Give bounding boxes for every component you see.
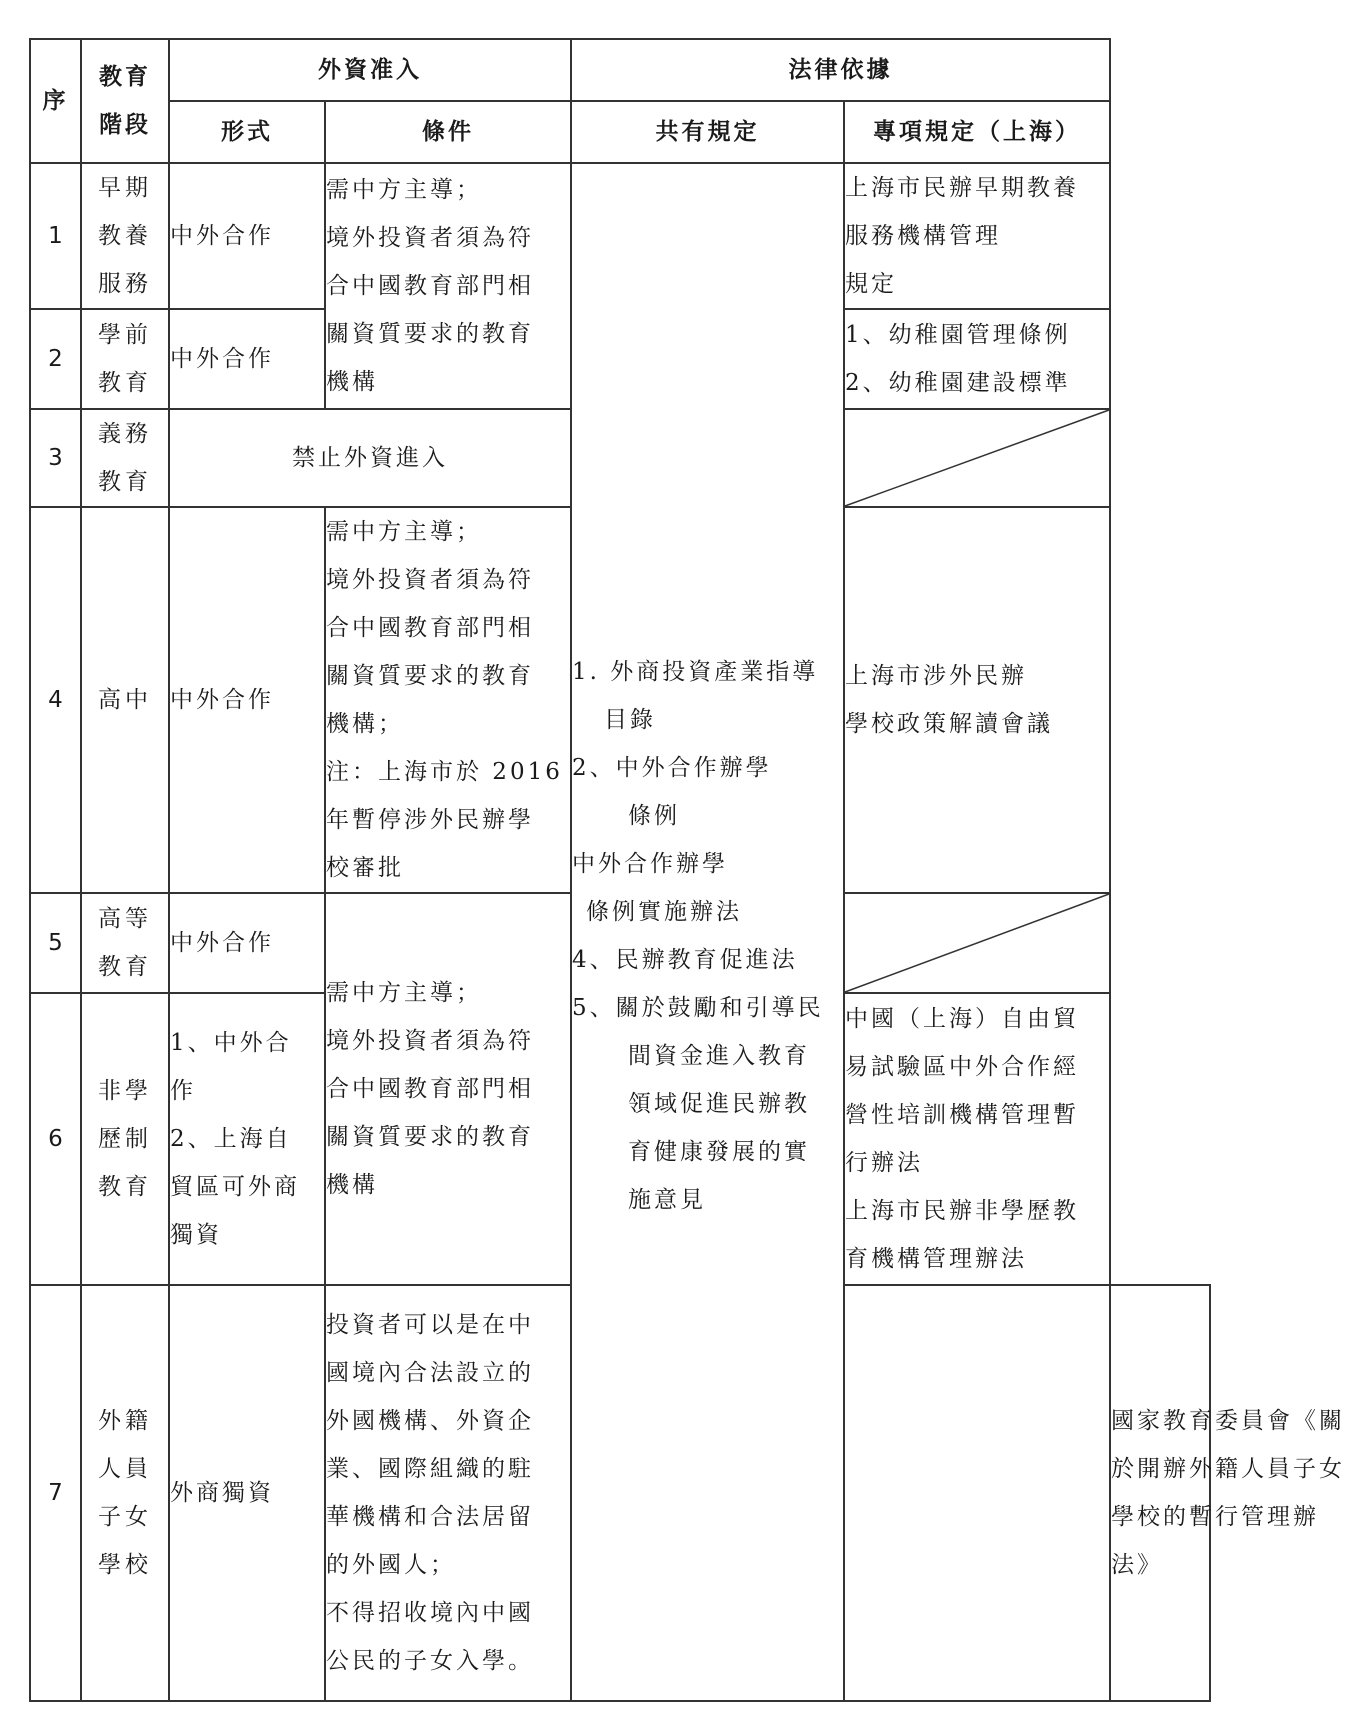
row-number: 6 xyxy=(30,993,81,1285)
row-conditions: 需中方主導； 境外投資者須為符 合中國教育部門相 關資質要求的教育 機構； 注：上海市於 2016 年暫停涉外民辦學 校審批 xyxy=(325,507,571,893)
row-stage: 早期 教養 服務 xyxy=(81,163,169,309)
row-conditions: 投資者可以是在中 國境內合法設立的 外國機構、外資企 業、國際組織的駐 華機構和合法居留 的外國人； 不得招收境內中國 公民的子女入學。 xyxy=(325,1285,571,1701)
diagonal-slash xyxy=(845,894,1109,992)
row-stage: 高中 xyxy=(81,507,169,893)
row-number: 1 xyxy=(30,163,81,309)
common-rules-cell: 1. 外商投資產業指導 目錄 2、中外合作辦學 條例 中外合作辦學 條例實施辦法 4、民辦教育促進法 5、關於鼓勵和引導民 間資金進入教育 領域促進民辦教 育健康發展的實 施意見 xyxy=(571,163,844,1701)
empty-slashed-cell xyxy=(844,409,1110,507)
education-foreign-access-table xyxy=(29,38,1345,1702)
row-number: 5 xyxy=(30,893,81,993)
row-special-rules: 上海市涉外民辦 學校政策解讀會議 xyxy=(844,507,1110,893)
row-special-rules: 國家教育委員會《關 於開辦外籍人員子女 學校的暫行管理辦 法》 xyxy=(1110,1285,1210,1701)
row-conditions: 需中方主導； 境外投資者須為符 合中國教育部門相 關資質要求的教育 機構 xyxy=(325,163,571,409)
row-special-rules: 中國（上海）自由貿 易試驗區中外合作經 營性培訓機構管理暫 行辦法 上海市民辦非學歷教 育機構管理辦法 xyxy=(844,993,1110,1285)
row-form: 外商獨資 xyxy=(169,1285,325,1701)
row-number: 7 xyxy=(30,1285,81,1701)
header-form: 形式 xyxy=(169,101,325,163)
row-form: 中外合作 xyxy=(169,893,325,993)
diagonal-slash xyxy=(845,410,1109,506)
header-seq: 序 xyxy=(30,39,81,163)
row-stage: 非學 歷制 教育 xyxy=(81,993,169,1285)
row-stage: 高等 教育 xyxy=(81,893,169,993)
empty-common-cell xyxy=(844,1285,1110,1701)
row-special-rules: 1、幼稚園管理條例 2、幼稚園建設標準 xyxy=(844,309,1110,409)
row-form: 中外合作 xyxy=(169,309,325,409)
header-stage: 教育 階段 xyxy=(81,39,169,163)
header-foreign-access: 外資准入 xyxy=(169,39,571,101)
header-special-rules: 專項規定（上海） xyxy=(844,101,1110,163)
row-stage: 學前 教育 xyxy=(81,309,169,409)
header-common-rules: 共有規定 xyxy=(571,101,844,163)
row-form: 中外合作 xyxy=(169,163,325,309)
row-conditions: 需中方主導； 境外投資者須為符 合中國教育部門相 關資質要求的教育 機構 xyxy=(325,893,571,1285)
row-special-rules: 上海市民辦早期教養 服務機構管理 規定 xyxy=(844,163,1110,309)
row-number: 2 xyxy=(30,309,81,409)
table-row xyxy=(30,163,1210,309)
row-number: 4 xyxy=(30,507,81,893)
header-conditions: 條件 xyxy=(325,101,571,163)
row-stage: 義務 教育 xyxy=(81,409,169,507)
row-form: 1、中外合 作 2、上海自 貿區可外商 獨資 xyxy=(169,993,325,1285)
row-form: 中外合作 xyxy=(169,507,325,893)
row-number: 3 xyxy=(30,409,81,507)
header-legal-basis: 法律依據 xyxy=(571,39,1110,101)
row-stage: 外籍 人員 子女 學校 xyxy=(81,1285,169,1701)
row-form-prohibited: 禁止外資進入 xyxy=(169,409,571,507)
empty-slashed-cell xyxy=(844,893,1110,993)
